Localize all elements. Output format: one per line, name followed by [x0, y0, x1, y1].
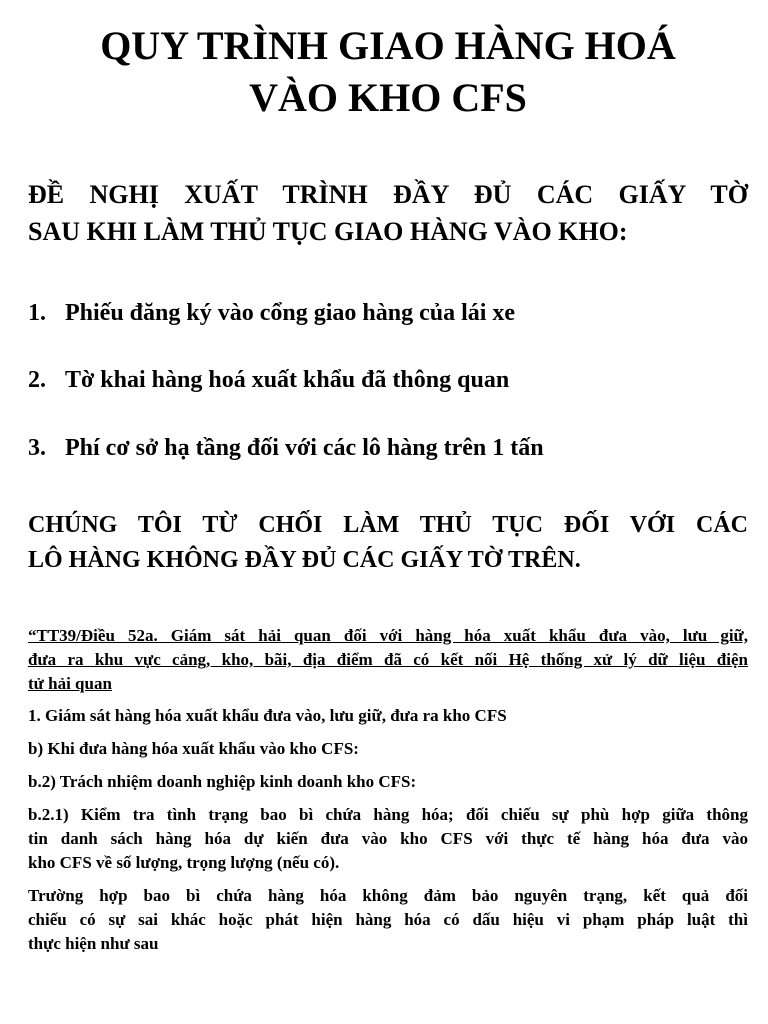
- document-request-notice: [28, 176, 748, 250]
- list-item: [28, 298, 515, 328]
- clause-b21-line-2: tin danh sách hàng hóa dự kiến đưa vào kho CFS với thực tế hàng hóa đưa vào: [28, 829, 748, 848]
- clause-b21-line-3: kho CFS về số lượng, trọng lượng (nếu có).: [28, 853, 340, 872]
- list-item: [28, 365, 509, 395]
- regulation-heading: [28, 624, 748, 696]
- clause-b21-line-1: b.2.1) Kiểm tra tình trạng bao bì chứa hàng hóa; đối chiếu sự phù hợp giữa thông: [28, 805, 748, 824]
- list-item-text: Tờ khai hàng hoá xuất khẩu đã thông quan: [65, 367, 510, 393]
- regulation-clause-b21: [28, 803, 748, 875]
- regulation-heading-line-1: “TT39/Điều 52a. Giám sát hải quan đối với hàng hóa xuất khẩu đưa vào, lưu giữ,: [28, 626, 748, 645]
- list-item: [28, 433, 544, 463]
- list-item-number: 2.: [28, 367, 46, 393]
- refusal-line-1: CHÚNG TÔI TỪ CHỐI LÀM THỦ TỤC ĐỐI VỚI CÁC: [28, 512, 748, 538]
- list-item-number: 1.: [28, 300, 46, 326]
- regulation-clause-1: 1. Giám sát hàng hóa xuất khẩu đưa vào, lưu giữ, đưa ra kho CFS: [28, 706, 507, 725]
- regulation-heading-line-2: đưa ra khu vực cảng, kho, bãi, địa điểm đã có kết nối Hệ thống xử lý dữ liệu điện: [28, 650, 748, 669]
- regulation-clause-b: b) Khi đưa hàng hóa xuất khẩu vào kho CFS:: [28, 739, 359, 758]
- regulation-heading-line-3: tử hải quan: [28, 674, 112, 693]
- title-line-2: VÀO KHO CFS: [249, 75, 527, 120]
- title-line-1: QUY TRÌNH GIAO HÀNG HOÁ: [100, 23, 676, 68]
- list-item-text: Phiếu đăng ký vào cổng giao hàng của lái xe: [65, 300, 516, 326]
- request-line-2: SAU KHI LÀM THỦ TỤC GIAO HÀNG VÀO KHO:: [28, 217, 628, 246]
- list-item-number: 3.: [28, 435, 46, 461]
- clause-case-line-1: Trường hợp bao bì chứa hàng hóa không đảm bảo nguyên trạng, kết quả đối: [28, 886, 748, 905]
- request-line-1: ĐỀ NGHỊ XUẤT TRÌNH ĐẦY ĐỦ CÁC GIẤY TỜ: [28, 180, 748, 209]
- clause-case-line-3: thực hiện như sau: [28, 934, 159, 953]
- document-title: [28, 20, 748, 124]
- list-item-text: Phí cơ sở hạ tầng đối với các lô hàng trên 1 tấn: [65, 435, 544, 461]
- clause-case-line-2: chiếu có sự sai khác hoặc phát hiện hàng hóa có dấu hiệu vi phạm pháp luật thì: [28, 910, 748, 929]
- refusal-line-2: LÔ HÀNG KHÔNG ĐẦY ĐỦ CÁC GIẤY TỜ TRÊN.: [28, 547, 581, 573]
- refusal-notice: [28, 508, 748, 578]
- regulation-clause-case: [28, 884, 748, 956]
- regulation-excerpt: [28, 624, 748, 965]
- regulation-clause-b2: b.2) Trách nhiệm doanh nghiệp kinh doanh kho CFS:: [28, 772, 417, 791]
